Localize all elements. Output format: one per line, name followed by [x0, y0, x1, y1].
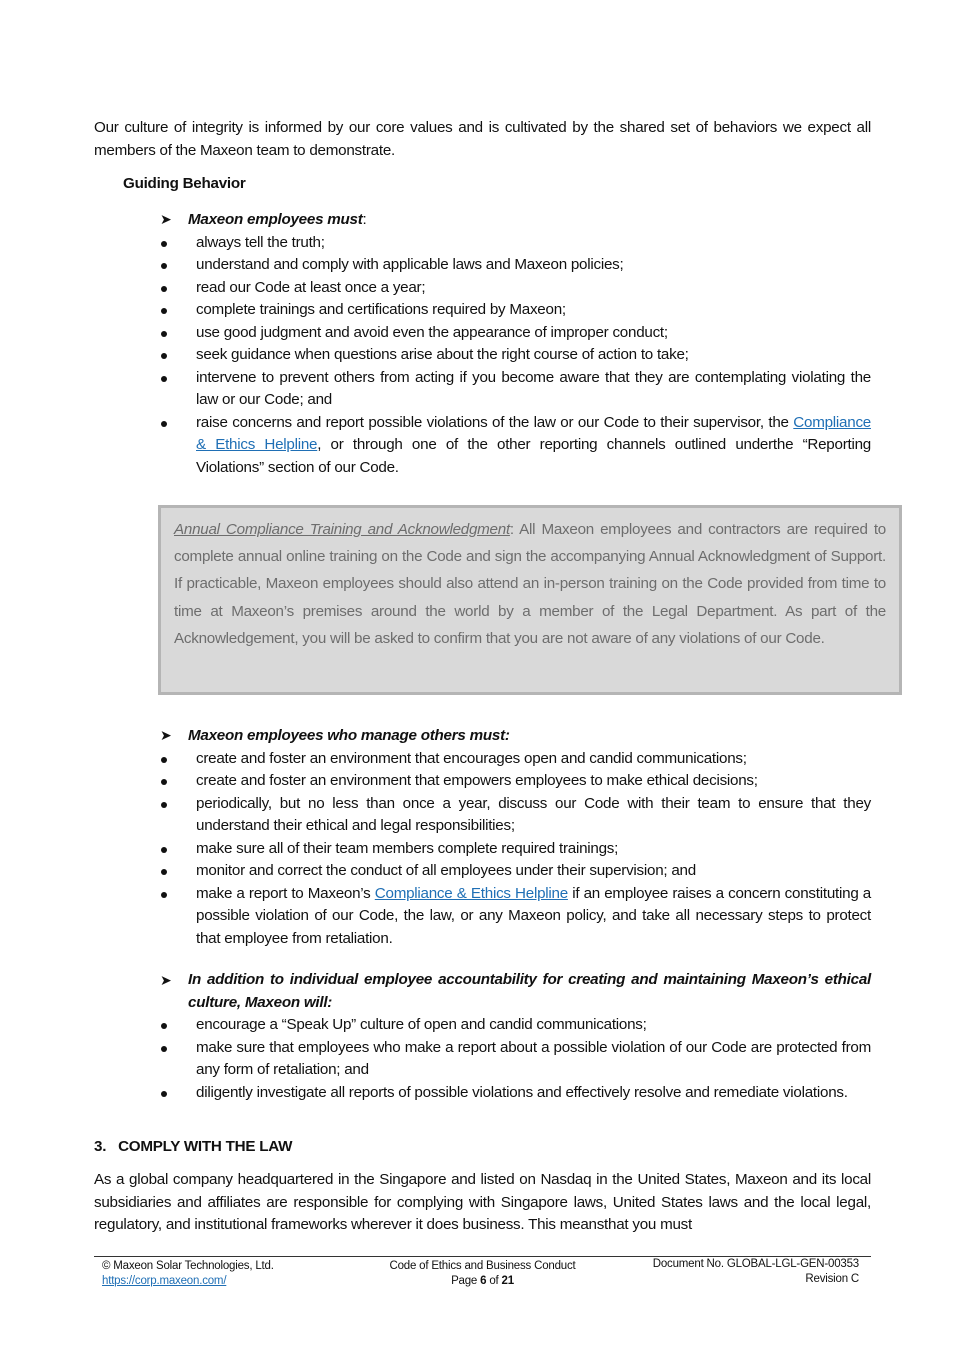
list-item: make sure all of their team members complete required trainings; [196, 839, 619, 857]
section-3-paragraph: As a global company headquartered in the Singapore and listed on Nasdaq in the United States, Maxeon and its local subsidiaries and affiliates are responsible for complying with Singapore laws, United States laws and the local legal, regulatory, and institutional frameworks wherever it does business. This meansthat you must [94, 1171, 871, 1233]
employees-must-list [160, 232, 871, 480]
managers-must-section [160, 724, 871, 950]
company-will-list [160, 1014, 871, 1104]
guiding-behavior-heading: Guiding Behavior [123, 175, 246, 192]
list-item: create and foster an environment that encourages open and candid communications; [196, 749, 747, 767]
callout-body: : All Maxeon employees and contractors are required to complete annual online training on the Code and sign the accompanying Annual Acknowledgment of Support. If practicable, Maxeon employees should also attend an in-person training on the Code provided from time to time at Maxeon’s premises around the world by a member of the Legal Department. As part of the Acknowledgement, you will be asked to confirm that you are not aware of any violations of our Code. [174, 521, 886, 647]
footer-revision: Revision C [805, 1273, 859, 1285]
list-item: read our Code at least once a year; [196, 278, 426, 296]
list-item: make a report to Maxeon’s Compliance & Ethics Helpline if an employee raises a concern constituting a possible violation of our Code, the law, or any Maxeon policy, and take all necessary steps to protect that employee from retaliation. [196, 884, 871, 947]
list-item: diligently investigate all reports of possible violations and effectively resolve and remediate violations. [196, 1083, 848, 1101]
footer-doc-number: Document No. GLOBAL-LGL-GEN-00353 [652, 1258, 859, 1270]
list-item: intervene to prevent others from acting if you become aware that they are contemplating violating the law or our Code; and [196, 368, 871, 408]
arrow-bullet-icon: ➤ [160, 211, 172, 227]
list-item: encourage a “Speak Up” culture of open and candid communications; [196, 1016, 647, 1033]
company-will-lead: ➤ In addition to individual employee accountability for creating and maintaining Maxeon’s ethical culture, Maxeon will: [160, 969, 871, 1014]
footer-right [653, 1257, 859, 1287]
footer-website-link[interactable]: https://corp.maxeon.com/ [102, 1275, 227, 1287]
company-will-section [160, 969, 871, 1104]
list-item: create and foster an environment that empowers employees to make ethical decisions; [196, 772, 758, 789]
arrow-bullet-icon: ➤ [160, 727, 172, 743]
list-item: understand and comply with applicable laws and Maxeon policies; [196, 256, 624, 273]
list-item: use good judgment and avoid even the appearance of improper conduct; [196, 323, 668, 341]
list-item: monitor and correct the conduct of all employees under their supervision; and [196, 862, 696, 879]
employees-must-lead: ➤ Maxeon employees must: [160, 208, 871, 232]
list-item: periodically, but no less than once a year, discuss our Code with their team to ensure that they understand their ethical and legal responsibilities; [196, 794, 871, 834]
compliance-helpline-link[interactable]: Compliance & Ethics Helpline [196, 413, 871, 453]
list-item: seek guidance when questions arise about the right course of action to take; [196, 346, 689, 363]
intro-paragraph: Our culture of integrity is informed by our core values and is cultivated by the shared set of behaviors we expect all members of the Maxeon team to demonstrate. [94, 119, 871, 159]
footer-copyright: © Maxeon Solar Technologies, Ltd. [102, 1260, 274, 1272]
section-3-heading: 3. COMPLY WITH THE LAW [94, 1138, 293, 1155]
arrow-bullet-icon: ➤ [160, 972, 172, 988]
employees-must-section [160, 208, 871, 479]
list-item: raise concerns and report possible violations of the law or our Code to their supervisor, the Compliance & Ethics Helpline, or through one of the other reporting channels outlined underthe “Reporting Violations” section of our Code. [196, 413, 871, 476]
footer-page-number: Page 6 of 21 [451, 1275, 514, 1287]
list-item: always tell the truth; [196, 233, 325, 251]
list-item: complete trainings and certifications required by Maxeon; [196, 301, 566, 318]
footer-left [102, 1259, 274, 1289]
annual-training-callout [158, 505, 902, 695]
footer-doc-title: Code of Ethics and Business Conduct [389, 1260, 576, 1272]
footer-center [330, 1259, 635, 1289]
compliance-helpline-link[interactable]: Compliance & Ethics Helpline [374, 884, 568, 902]
list-item: make sure that employees who make a report about a possible violation of our Code are protected from any form of retaliation; and [196, 1038, 871, 1078]
managers-must-lead: ➤ Maxeon employees who manage others must: [160, 724, 871, 748]
callout-title: Annual Compliance Training and Acknowledgment [174, 521, 510, 538]
managers-must-list [160, 748, 871, 951]
